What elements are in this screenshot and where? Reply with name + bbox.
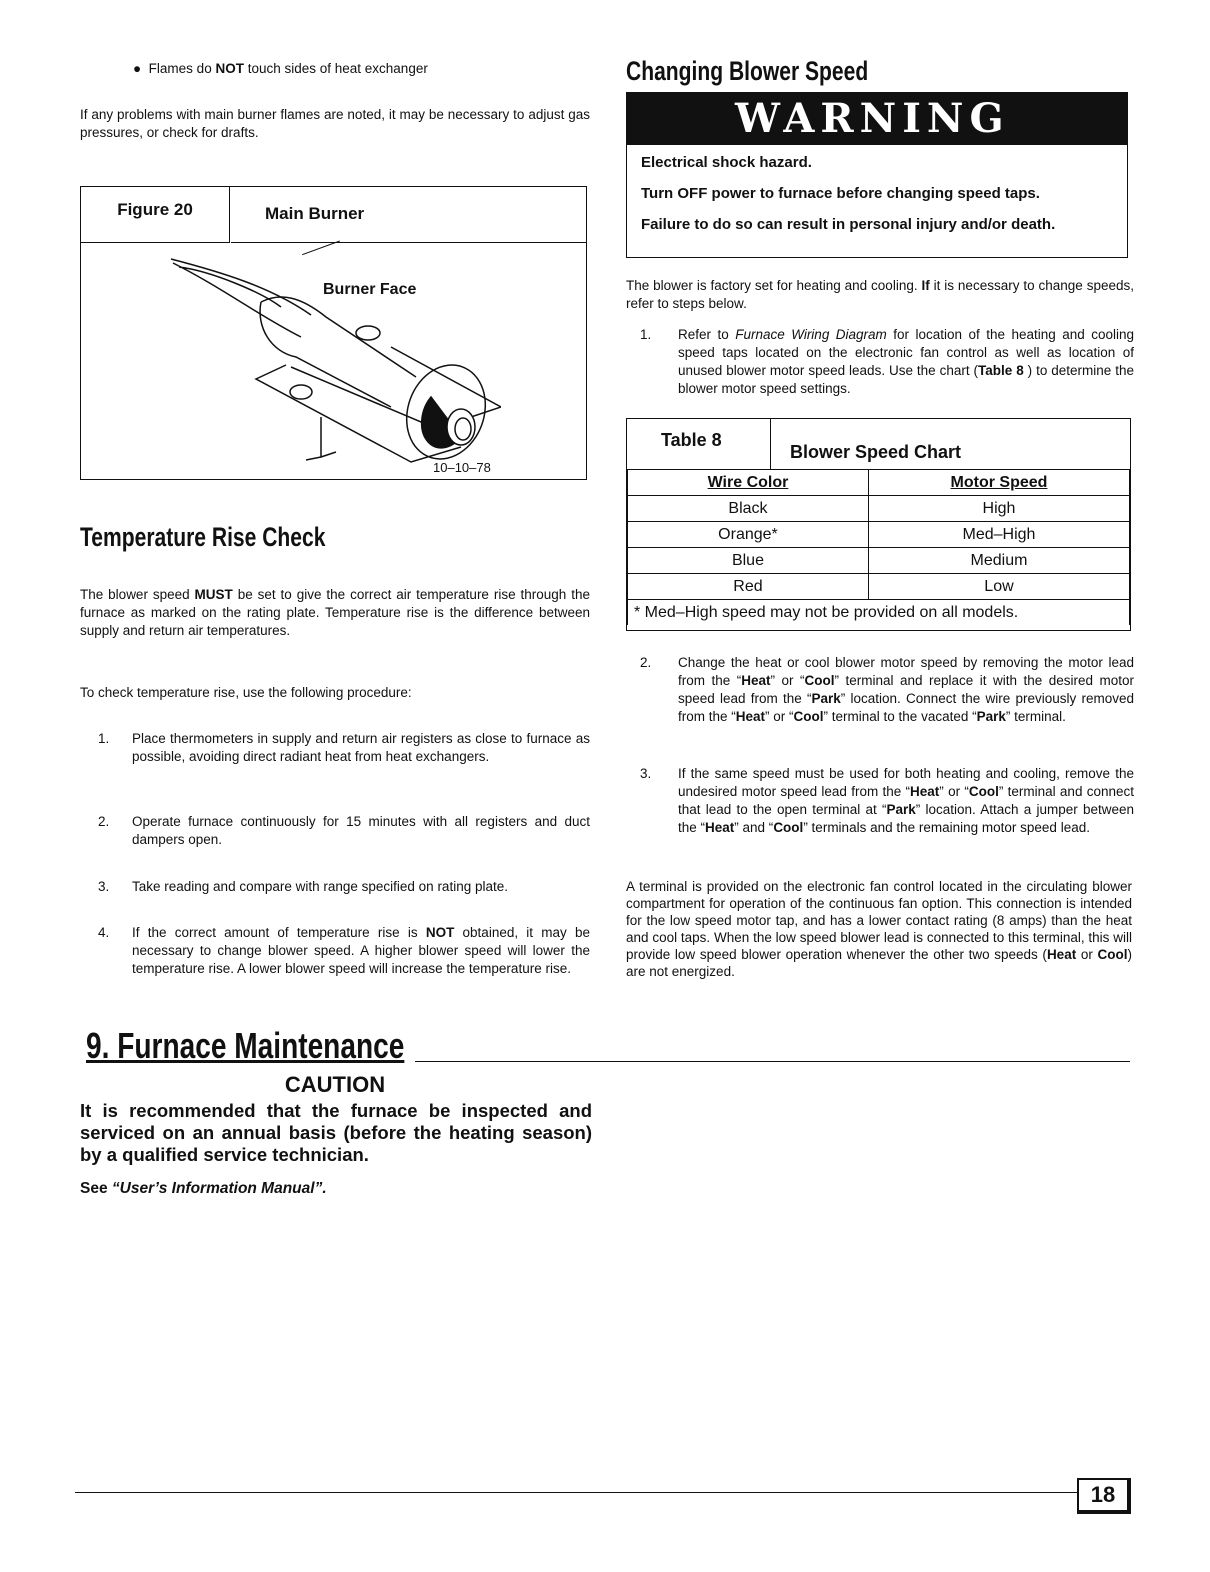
step-text	[132, 731, 590, 764]
step-number: 2.	[98, 814, 110, 829]
changing-blower-speed-heading: Changing Blower Speed	[626, 56, 869, 86]
step-text	[678, 327, 1134, 396]
motor-speed-cell: Low	[868, 574, 1129, 600]
blower-step-1	[626, 326, 1134, 398]
blower-step-2	[626, 654, 1134, 726]
text-run: be set to give the correct air temperature rise through the furnace as marked on the rating plate. Temperature rise is the difference between supply and return air temperatures.	[80, 587, 590, 638]
page-number: 18	[1077, 1478, 1131, 1514]
table-header-row	[628, 470, 1130, 496]
text-run: Heat	[735, 709, 766, 724]
wire-color-cell: Black	[628, 496, 869, 522]
text-run: Place thermometers in supply and return air registers as close to furnace as possible, avoiding direct radiant heat from heat exchangers.	[132, 731, 590, 764]
text-run: NOT	[215, 61, 244, 76]
text-run: ” terminal to the vacated “	[823, 709, 977, 724]
text-run: or	[1076, 947, 1098, 962]
table-number: Table 8	[627, 419, 771, 469]
step-4	[80, 924, 590, 978]
text-run: ) to determine the blower motor speed settings.	[678, 363, 1134, 396]
text-run: Heat	[705, 820, 735, 835]
bullet-text	[149, 61, 428, 76]
warning-line: Failure to do so can result in personal injury and/or death.	[641, 216, 1056, 233]
step-2	[80, 813, 590, 849]
warning-lines	[641, 153, 1113, 235]
footer-rule	[75, 1492, 1130, 1493]
warning-box	[626, 92, 1128, 258]
table-footnote: * Med–High speed may not be provided on all models.	[628, 600, 1130, 626]
text-run: Heat	[1046, 947, 1077, 962]
text-run: ” or “	[765, 709, 794, 724]
step-text	[678, 655, 1134, 724]
text-run: Refer to	[678, 327, 736, 342]
text-run: ” terminal and connect that lead to the open terminal at “	[678, 784, 1135, 817]
text-run: Heat	[741, 673, 771, 688]
text-run: Cool	[793, 709, 824, 724]
table-title: Blower Speed Chart	[790, 442, 962, 462]
text-run: it is necessary to change speeds, refer to steps below.	[626, 278, 1134, 311]
blower-step-3	[626, 765, 1134, 837]
text-run: ” or “	[770, 673, 805, 688]
text-run: If the correct amount of temperature rise is	[132, 925, 426, 940]
figure-code: 10–10–78	[433, 460, 491, 475]
step-number: 1.	[640, 327, 652, 342]
text-run: ” location. Connect the wire previously removed from the “	[678, 691, 1134, 724]
step-number: 3.	[640, 766, 652, 781]
text-run: Heat	[910, 784, 940, 799]
step-text	[132, 925, 590, 976]
motor-speed-cell: Med–High	[868, 522, 1129, 548]
step-1	[80, 730, 590, 766]
header-wire-color: Wire Color	[628, 470, 869, 496]
table-row	[628, 496, 1130, 522]
table-row	[628, 574, 1130, 600]
section-rule	[415, 1061, 1130, 1062]
text-run: obtained, it may be necessary to change blower speed. A higher blower speed will lower the temperature rise. A lower blower speed will increase the temperature rise.	[132, 925, 591, 976]
burner-face-callout: Burner Face	[323, 281, 417, 298]
text-run: Cool	[968, 784, 999, 799]
step-number: 4.	[98, 925, 110, 940]
text-run: The blower is factory set for heating and cooling.	[626, 278, 922, 293]
step-number: 3.	[98, 879, 110, 894]
text-run: ) are not energized.	[626, 947, 1132, 979]
step-text	[132, 879, 508, 894]
text-run: Park	[886, 802, 916, 817]
figure-20-box	[80, 186, 587, 480]
text-run: ” or “	[939, 784, 969, 799]
warning-line: Turn OFF power to furnace before changing speed taps.	[641, 185, 1040, 202]
text-run: Take reading and compare with range specified on rating plate.	[132, 879, 508, 894]
text-run: touch sides of heat exchanger	[243, 61, 428, 76]
bullet-icon: ●	[133, 61, 142, 76]
text-run: Operate furnace continuously for 15 minutes with all registers and duct dampers open.	[132, 814, 590, 847]
blower-speed-table	[627, 469, 1130, 625]
text-run: MUST	[194, 587, 233, 602]
text-run: ” terminal and replace it with the desired motor speed lead from the “	[678, 673, 1134, 706]
text-run: ” terminals and the remaining motor speed lead.	[803, 820, 1090, 835]
text-run: Table 8	[978, 363, 1024, 378]
text-run: Cool	[1097, 947, 1128, 962]
text-run: ” location. Attach a jumper between the “	[678, 802, 1135, 835]
step-number: 2.	[640, 655, 652, 670]
text-run: The blower speed	[80, 587, 195, 602]
warning-line: Electrical shock hazard.	[641, 154, 812, 171]
text-run: for location of the heating and cooling speed taps located on the electronic fan control as well as location of unused blower motor speed leads. Use the chart (	[678, 327, 1134, 378]
figure-number: Figure 20	[81, 187, 230, 243]
temperature-rise-heading: Temperature Rise Check	[80, 522, 326, 552]
text-run: Change the heat or cool blower motor speed by removing the motor lead from the “	[678, 655, 1134, 688]
motor-speed-cell: Medium	[868, 548, 1129, 574]
text-run: NOT	[425, 925, 455, 940]
step-text	[132, 814, 590, 847]
text-run: Flames do	[148, 61, 216, 76]
caution-text: It is recommended that the furnace be inspected and serviced on an annual basis (before the heating season) by a qualified service technician.	[80, 1100, 592, 1165]
bullet-item	[133, 60, 593, 78]
motor-speed-cell: High	[868, 496, 1129, 522]
table-row	[628, 548, 1130, 574]
wire-color-cell: Blue	[628, 548, 869, 574]
header-motor-speed: Motor Speed	[868, 470, 1129, 496]
furnace-maintenance-heading: 9. Furnace Maintenance	[86, 1025, 405, 1066]
step-3	[80, 878, 590, 896]
text-run: Furnace Wiring Diagram	[735, 327, 887, 342]
step-text	[678, 766, 1134, 835]
text-run: Cool	[773, 820, 804, 835]
text-run: See	[80, 1180, 112, 1197]
text-run: ” terminal.	[1005, 709, 1066, 724]
text-run: Cool	[804, 673, 835, 688]
figure-title: Main Burner	[231, 187, 586, 243]
step-number: 1.	[98, 731, 110, 746]
warning-title: WARNING	[627, 93, 1127, 145]
intro-paragraph: If any problems with main burner flames are noted, it may be necessary to adjust gas pressures, or check for drafts.	[80, 107, 590, 140]
caution-label: CAUTION	[284, 1072, 386, 1097]
terminal-paragraph	[626, 878, 1132, 980]
see-manual-note	[80, 1180, 327, 1198]
text-run: Park	[976, 709, 1006, 724]
wire-color-cell: Red	[628, 574, 869, 600]
text-run: A terminal is provided on the electronic fan control located in the circulating blower compartment for operation of the continuous fan option. This connection is intended for the low speed motor tap, and has a lower contact rating (8 amps) than the heat and cool taps. When the low speed blower lead is connected to this terminal, this will provide low speed blower operation whenever the other two speeds (	[626, 879, 1132, 962]
burner-illustration	[161, 247, 501, 467]
blower-intro	[626, 277, 1134, 313]
text-run: If	[921, 278, 930, 293]
wire-color-cell: Orange*	[628, 522, 869, 548]
text-run: “User’s Information Manual”.	[111, 1180, 327, 1197]
text-run: If the same speed must be used for both heating and cooling, remove the undesired motor speed lead from the “	[678, 766, 1134, 799]
table-row	[628, 522, 1130, 548]
temperature-rise-paragraph	[80, 586, 590, 640]
text-run: Park	[811, 691, 841, 706]
procedure-intro: To check temperature rise, use the following procedure:	[80, 685, 412, 700]
table-8	[626, 418, 1131, 631]
table-footnote-row	[628, 600, 1130, 626]
text-run: ” and “	[734, 820, 774, 835]
